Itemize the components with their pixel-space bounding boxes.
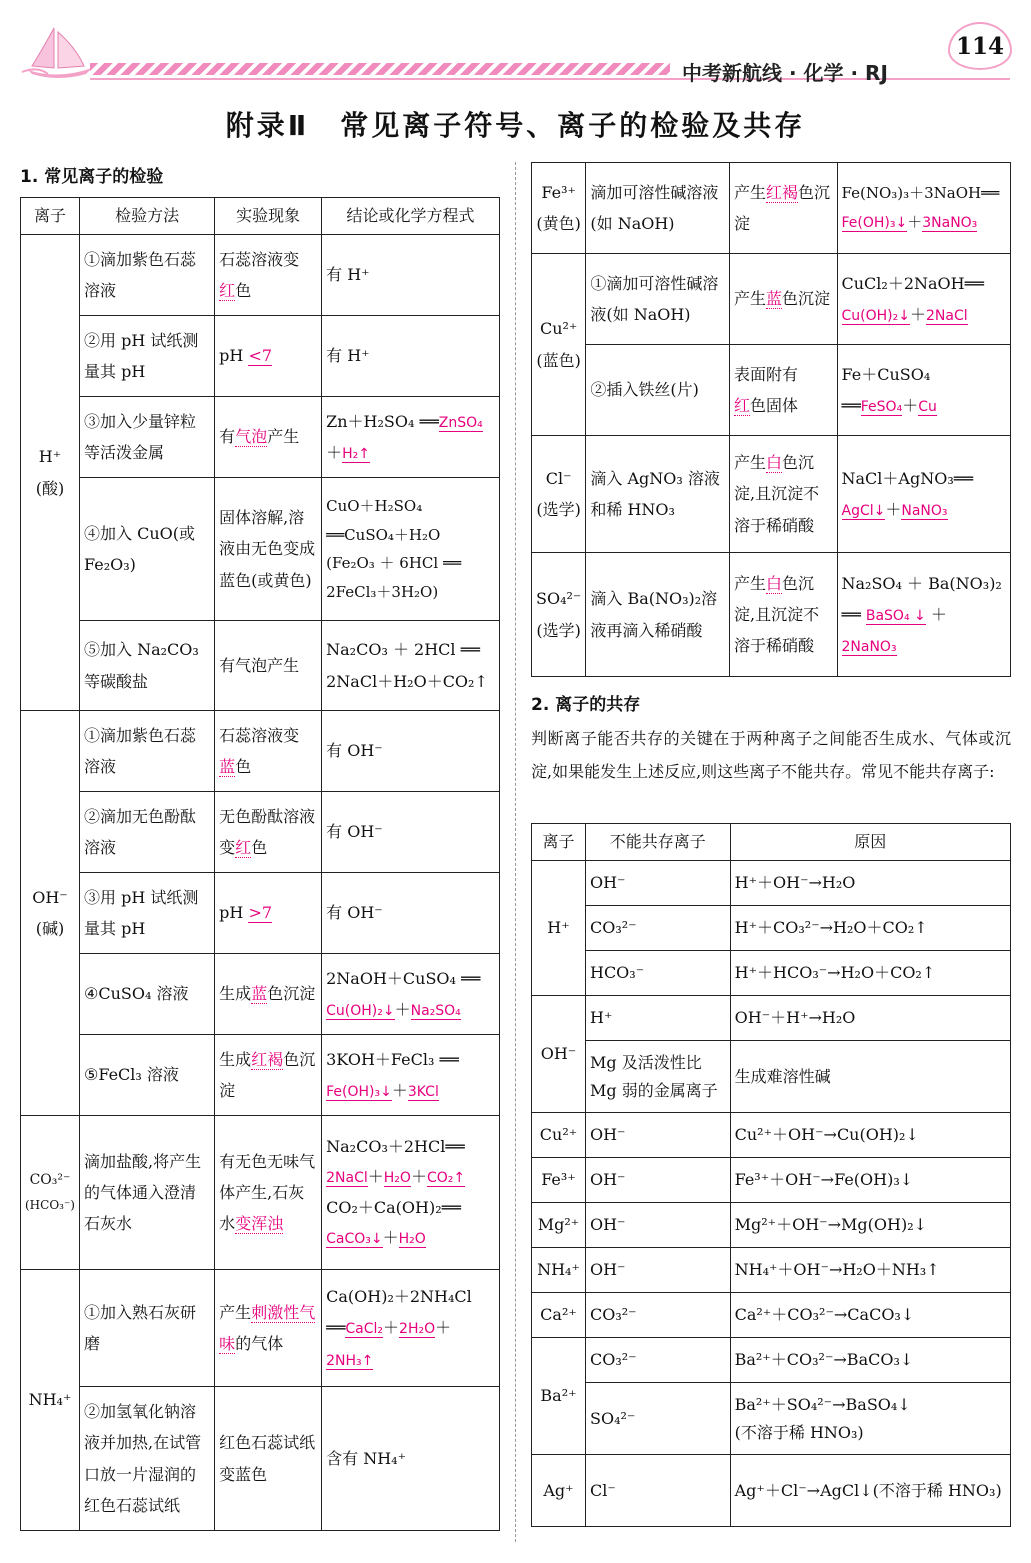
phenomenon-cell: pH <7 <box>215 316 322 397</box>
phenomenon-cell: 无色酚酞溶液变红色 <box>215 792 322 873</box>
table-row <box>532 1158 1011 1203</box>
page-title: 附录Ⅱ 常见离子符号、离子的检验及共存 <box>225 109 806 142</box>
reason-cell: 生成难溶性碱 <box>730 1041 1010 1113</box>
table-header-row <box>532 824 1011 861</box>
conclusion-cell: 3KOH＋FeCl₃ ══ Fe(OH)₃↓＋3KCl <box>322 1035 500 1116</box>
ion-cell: Ag⁺ <box>532 1455 586 1527</box>
method-cell: ②滴加无色酚酞溶液 <box>80 792 215 873</box>
conflict-ion-cell: H⁺ <box>585 996 730 1041</box>
conclusion-cell: 含有 NH₄⁺ <box>322 1387 500 1531</box>
col-header: 离子 <box>532 824 586 861</box>
reason-cell: NH₄⁺＋OH⁻→H₂O＋NH₃↑ <box>730 1248 1010 1293</box>
phenomenon-cell: 产生蓝色沉淀 <box>729 254 837 345</box>
table-row <box>532 1455 1011 1527</box>
conflict-ion-cell: CO₃²⁻ <box>585 1293 730 1338</box>
col-header: 原因 <box>730 824 1010 861</box>
conclusion-cell: Fe＋CuSO₄ ══FeSO₄＋Cu <box>837 345 1011 436</box>
method-cell: ①滴加可溶性碱溶液(如 NaOH) <box>586 254 730 345</box>
table-row <box>532 1383 1011 1455</box>
method-cell: ①滴加紫色石蕊溶液 <box>80 235 215 316</box>
phenomenon-cell: 产生白色沉淀,且沉淀不溶于稀硝酸 <box>729 436 837 553</box>
ion-cell: Ba²⁺ <box>532 1338 586 1455</box>
conflict-ion-cell: OH⁻ <box>585 1248 730 1293</box>
table-row <box>532 951 1011 996</box>
method-cell: ①滴加紫色石蕊溶液 <box>80 711 215 792</box>
table-row <box>532 906 1011 951</box>
method-cell: ④加入 CuO(或Fe₂O₃) <box>80 478 215 621</box>
conclusion-cell: Na₂CO₃ ＋ 2HCl ══ 2NaCl＋H₂O＋CO₂↑ <box>322 621 500 711</box>
reason-cell: Ba²⁺＋CO₃²⁻→BaCO₃↓ <box>730 1338 1010 1383</box>
phenomenon-cell: 产生刺激性气味的气体 <box>215 1270 322 1387</box>
reason-cell: H⁺＋OH⁻→H₂O <box>730 861 1010 906</box>
reason-cell: Cu²⁺＋OH⁻→Cu(OH)₂↓ <box>730 1113 1010 1158</box>
conflict-ion-cell: Cl⁻ <box>585 1455 730 1527</box>
phenomenon-cell: 红色石蕊试纸变蓝色 <box>215 1387 322 1531</box>
table-row <box>21 711 500 792</box>
method-cell: ①加入熟石灰研磨 <box>80 1270 215 1387</box>
table-row <box>532 1041 1011 1113</box>
conflict-ion-cell: CO₃²⁻ <box>585 1338 730 1383</box>
reason-cell: H⁺＋HCO₃⁻→H₂O＋CO₂↑ <box>730 951 1010 996</box>
phenomenon-cell: 有气泡产生 <box>215 621 322 711</box>
reason-cell: Mg²⁺＋OH⁻→Mg(OH)₂↓ <box>730 1203 1010 1248</box>
table-row <box>532 254 1011 345</box>
phenomenon-cell: 产生白色沉淀,且沉淀不溶于稀硝酸 <box>729 553 837 677</box>
table-row <box>21 873 500 954</box>
ion-cell-cl: Cl⁻ (选学) <box>532 436 586 553</box>
ion-cell: H⁺ <box>532 861 586 996</box>
phenomenon-cell: 产生红褐色沉淀 <box>729 163 837 254</box>
conclusion-cell: Zn＋H₂SO₄ ══ZnSO₄ ＋H₂↑ <box>322 397 500 478</box>
table-row <box>21 316 500 397</box>
header-stripe <box>90 63 670 75</box>
conclusion-cell: 有 H⁺ <box>322 316 500 397</box>
table-row <box>532 1338 1011 1383</box>
method-cell: ②加氢氧化钠溶液并加热,在试管口放一片湿润的红色石蕊试纸 <box>80 1387 215 1531</box>
method-cell: 滴加可溶性碱溶液(如 NaOH) <box>586 163 730 254</box>
method-cell: 滴加盐酸,将产生的气体通入澄清石灰水 <box>80 1116 215 1270</box>
conclusion-cell: Na₂SO₄ ＋ Ba(NO₃)₂ ══ BaSO₄ ↓ ＋ 2NaNO₃ <box>837 553 1011 677</box>
col-header: 实验现象 <box>215 198 322 235</box>
ion-cell: NH₄⁺ <box>532 1248 586 1293</box>
table-row <box>21 235 500 316</box>
table-row <box>532 996 1011 1041</box>
table-row <box>532 436 1011 553</box>
table-row <box>21 1035 500 1116</box>
section-heading-coexist: 2. 离子的共存 <box>531 695 641 715</box>
table-row <box>532 1293 1011 1338</box>
conflict-ion-cell: CO₃²⁻ <box>585 906 730 951</box>
table-row <box>21 1387 500 1531</box>
col-header: 不能共存离子 <box>585 824 730 861</box>
conflict-ion-cell: HCO₃⁻ <box>585 951 730 996</box>
phenomenon-cell: 生成红褐色沉淀 <box>215 1035 322 1116</box>
table-row <box>21 478 500 621</box>
conflict-ion-cell: SO₄²⁻ <box>585 1383 730 1455</box>
ion-cell: Ca²⁺ <box>532 1293 586 1338</box>
reason-cell: H⁺＋CO₃²⁻→H₂O＋CO₂↑ <box>730 906 1010 951</box>
method-cell: 滴入 Ba(NO₃)₂溶液再滴入稀硝酸 <box>586 553 730 677</box>
method-cell: ③加入少量锌粒等活泼金属 <box>80 397 215 478</box>
table-row <box>21 397 500 478</box>
table-row <box>21 1270 500 1387</box>
reason-cell: Ba²⁺＋SO₄²⁻→BaSO₄↓ (不溶于稀 HNO₃) <box>730 1383 1010 1455</box>
conclusion-cell: 有 H⁺ <box>322 235 500 316</box>
conclusion-cell: 2NaOH＋CuSO₄ ══ Cu(OH)₂↓＋Na₂SO₄ <box>322 954 500 1035</box>
phenomenon-cell: pH >7 <box>215 873 322 954</box>
ion-cell-so4: SO₄²⁻ (选学) <box>532 553 586 677</box>
conclusion-cell: Fe(NO₃)₃＋3NaOH══ Fe(OH)₃↓＋3NaNO₃ <box>837 163 1011 254</box>
conclusion-cell: 有 OH⁻ <box>322 711 500 792</box>
phenomenon-cell: 有气泡产生 <box>215 397 322 478</box>
ion-cell: Fe³⁺ <box>532 1158 586 1203</box>
table-row <box>532 553 1011 677</box>
ion-cell: Mg²⁺ <box>532 1203 586 1248</box>
method-cell: 滴入 AgNO₃ 溶液和稀 HNO₃ <box>586 436 730 553</box>
conclusion-cell: CuCl₂＋2NaOH══ Cu(OH)₂↓＋2NaCl <box>837 254 1011 345</box>
conclusion-cell: 有 OH⁻ <box>322 792 500 873</box>
conclusion-cell: Ca(OH)₂＋2NH₄Cl ══CaCl₂＋2H₂O＋ 2NH₃↑ <box>322 1270 500 1387</box>
book-series-label: 中考新航线 · 化学 · RJ <box>682 61 888 85</box>
ion-cell: OH⁻ <box>532 996 586 1113</box>
page-header <box>0 0 1031 92</box>
reason-cell: Ag⁺＋Cl⁻→AgCl↓(不溶于稀 HNO₃) <box>730 1455 1010 1527</box>
table-row <box>532 1113 1011 1158</box>
page-number: 114 <box>948 22 1012 70</box>
table-row <box>21 954 500 1035</box>
col-header: 结论或化学方程式 <box>322 198 500 235</box>
conclusion-cell: CuO＋H₂SO₄ ══CuSO₄＋H₂O (Fe₂O₃ ＋ 6HCl ══ 2FeCl₃＋3H₂O) <box>322 478 500 621</box>
conflict-ion-cell: OH⁻ <box>585 1113 730 1158</box>
coexist-intro: 判断离子能否共存的关键在于两种离子之间能否生成水、气体或沉淀,如果能发生上述反应,则这些离子不能共存。常见不能共存离子: <box>531 729 1011 781</box>
phenomenon-cell: 表面附有 红色固体 <box>729 345 837 436</box>
table-row <box>21 621 500 711</box>
table-row <box>21 792 500 873</box>
conclusion-cell: 有 OH⁻ <box>322 873 500 954</box>
reason-cell: Ca²⁺＋CO₃²⁻→CaCO₃↓ <box>730 1293 1010 1338</box>
reason-cell: OH⁻＋H⁺→H₂O <box>730 996 1010 1041</box>
method-cell: ②用 pH 试纸测量其 pH <box>80 316 215 397</box>
ion-cell-fe: Fe³⁺ (黄色) <box>532 163 586 254</box>
column-divider <box>515 162 516 1542</box>
table-row <box>532 345 1011 436</box>
table-row <box>21 1116 500 1270</box>
phenomenon-cell: 固体溶解,溶液由无色变成蓝色(或黄色) <box>215 478 322 621</box>
method-cell: ⑤加入 Na₂CO₃等碳酸盐 <box>80 621 215 711</box>
ion-detection-table <box>20 197 500 1531</box>
table-header-row <box>21 198 500 235</box>
ion-cell-co3: CO₃²⁻ (HCO₃⁻) <box>21 1116 80 1270</box>
method-cell: ④CuSO₄ 溶液 <box>80 954 215 1035</box>
table-row <box>532 861 1011 906</box>
conclusion-cell: NaCl＋AgNO₃══ AgCl↓＋NaNO₃ <box>837 436 1011 553</box>
col-header: 离子 <box>21 198 80 235</box>
table-row <box>532 163 1011 254</box>
method-cell: ②插入铁丝(片) <box>586 345 730 436</box>
table-row <box>532 1203 1011 1248</box>
conclusion-cell: Na₂CO₃＋2HCl══ 2NaCl＋H₂O＋CO₂↑ CO₂＋Ca(OH)₂══ CaCO₃↓＋H₂O <box>322 1116 500 1270</box>
ion-cell: Cu²⁺ <box>532 1113 586 1158</box>
ion-cell-oh: OH⁻ (碱) <box>21 711 80 1116</box>
ion-detection-table-continued <box>531 162 1011 677</box>
col-header: 检验方法 <box>80 198 215 235</box>
phenomenon-cell: 有无色无味气体产生,石灰水变浑浊 <box>215 1116 322 1270</box>
section-heading-detection: 1. 常见离子的检验 <box>20 167 164 187</box>
conflict-ion-cell: Mg 及活泼性比 Mg 弱的金属离子 <box>585 1041 730 1113</box>
table-row <box>532 1248 1011 1293</box>
phenomenon-cell: 石蕊溶液变 红色 <box>215 235 322 316</box>
ion-coexist-table <box>531 823 1011 1527</box>
method-cell: ⑤FeCl₃ 溶液 <box>80 1035 215 1116</box>
conflict-ion-cell: OH⁻ <box>585 861 730 906</box>
conflict-ion-cell: OH⁻ <box>585 1158 730 1203</box>
conflict-ion-cell: OH⁻ <box>585 1203 730 1248</box>
ion-cell-cu: Cu²⁺ (蓝色) <box>532 254 586 436</box>
ion-cell-h: H⁺ (酸) <box>21 235 80 711</box>
method-cell: ③用 pH 试纸测量其 pH <box>80 873 215 954</box>
sailboat-logo-icon <box>18 22 98 82</box>
phenomenon-cell: 生成蓝色沉淀 <box>215 954 322 1035</box>
ion-cell-nh4: NH₄⁺ <box>21 1270 80 1531</box>
reason-cell: Fe³⁺＋OH⁻→Fe(OH)₃↓ <box>730 1158 1010 1203</box>
phenomenon-cell: 石蕊溶液变 蓝色 <box>215 711 322 792</box>
